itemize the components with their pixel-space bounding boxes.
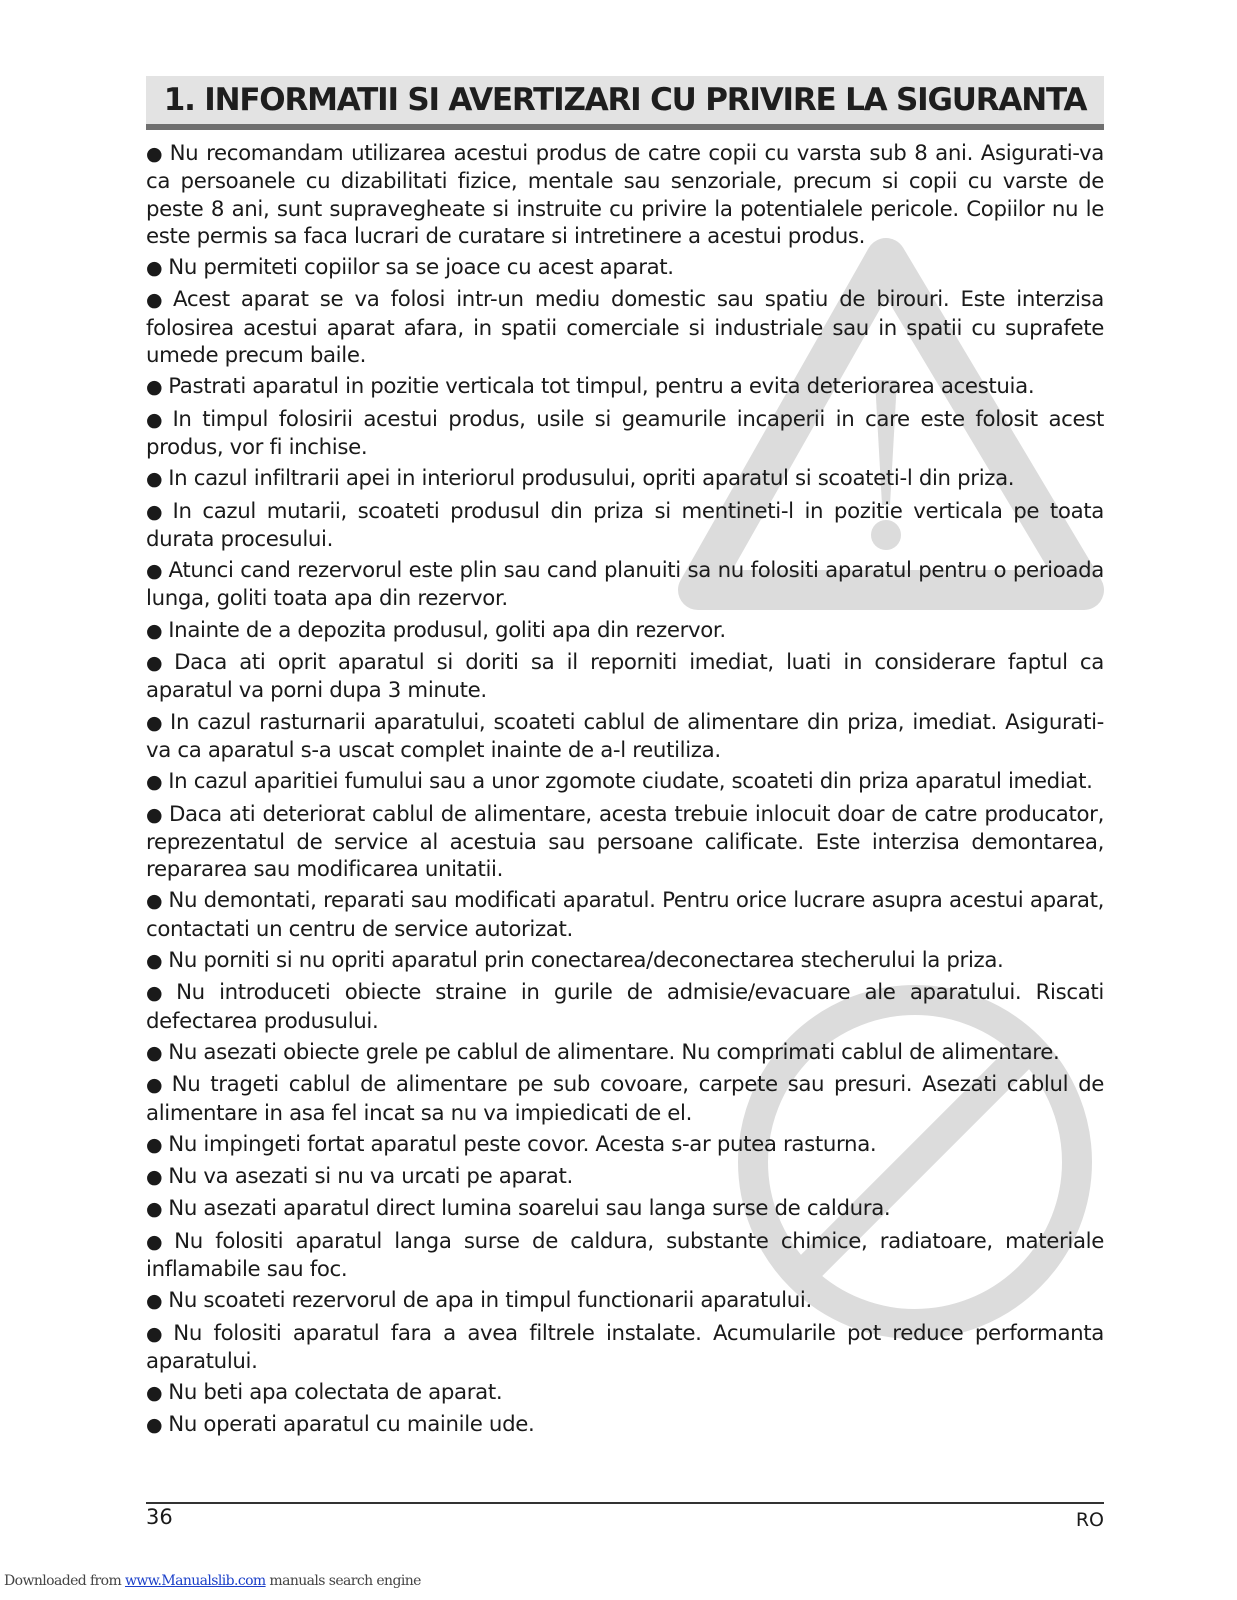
- list-item: [146, 498, 1104, 554]
- bullet-icon: ●: [146, 1290, 163, 1313]
- bullet-icon: ●: [146, 619, 163, 642]
- item-text: Atunci cand rezervorul este plin sau cand planuiti sa nu folositi aparatul pentru o perioada lunga, goliti toata apa din rezervor.: [146, 558, 1105, 612]
- download-notice: [4, 1573, 421, 1589]
- download-prefix: Downloaded from: [4, 1573, 125, 1589]
- item-text: In cazul rasturnarii aparatului, scoateti cablul de alimentare din priza, imediat. Asigurati-va ca aparatul s-a uscat complet inainte de a-l reutiliza.: [146, 709, 1104, 763]
- item-text: Nu introduceti obiecte straine in gurile de admisie/evacuare ale aparatului. Riscati defectarea produsului.: [146, 980, 1105, 1034]
- bullet-icon: ●: [146, 982, 171, 1005]
- bullet-icon: ●: [146, 560, 163, 583]
- bullet-icon: ●: [146, 950, 163, 973]
- list-item: [146, 947, 1104, 975]
- list-item: [146, 286, 1104, 369]
- download-suffix: manuals search engine: [265, 1573, 421, 1589]
- list-item: [146, 1320, 1104, 1376]
- item-text: Nu demontati, reparati sau modificati aparatul. Pentru orice lucrare asupra acestui aparat, contactati un centru de service autorizat.: [146, 888, 1104, 942]
- item-text: In timpul folosirii acestui produs, usile si geamurile incaperii in care este folosit acest produs, vor fi inchise.: [146, 406, 1104, 460]
- section-title: 1. INFORMATII SI AVERTIZARI CU PRIVIRE LA SIGURANTA: [163, 82, 1087, 118]
- bullet-icon: ●: [146, 1166, 163, 1189]
- manualslib-link[interactable]: www.Manualslib.com: [125, 1573, 266, 1589]
- item-text: Nu asezati aparatul direct lumina soarelui sau langa surse de caldura.: [168, 1196, 891, 1222]
- language-code: RO: [1075, 1509, 1104, 1531]
- safety-list: [146, 140, 1104, 1440]
- item-text: Nu va asezati si nu va urcati pe aparat.: [168, 1164, 573, 1190]
- list-item: [146, 768, 1104, 796]
- item-text: Nu impingeti fortat aparatul peste covor. Acesta s-ar putea rasturna.: [168, 1131, 877, 1157]
- section-title-band: [146, 76, 1104, 124]
- list-item: [146, 1411, 1104, 1439]
- bullet-icon: ●: [146, 711, 165, 734]
- item-text: In cazul mutarii, scoateti produsul din priza si mentineti-l in pozitie verticala pe toata durata procesului.: [146, 498, 1104, 552]
- list-item: [146, 617, 1104, 645]
- item-text: Nu beti apa colectata de aparat.: [168, 1380, 503, 1406]
- bullet-icon: ●: [146, 771, 163, 794]
- page-number: 36: [146, 1505, 173, 1529]
- title-underline: [146, 124, 1104, 130]
- bullet-icon: ●: [146, 1230, 169, 1253]
- item-text: Acest aparat se va folosi intr-un mediu domestic sau spatiu de birouri. Este interzisa folosirea acestui aparat afara, in spatii comerciale si industriale sau in spatii cu suprafete umede precum baile.: [146, 287, 1104, 369]
- item-text: Nu scoateti rezervorul de apa in timpul functionarii aparatului.: [168, 1288, 812, 1314]
- list-item: [146, 254, 1104, 282]
- item-text: Nu asezati obiecte grele pe cablul de alimentare. Nu comprimati cablul de alimentare.: [168, 1039, 1060, 1065]
- bullet-icon: ●: [146, 1074, 166, 1097]
- item-text: Nu folositi aparatul fara a avea filtrele instalate. Acumularile pot reduce performanta aparatului.: [146, 1320, 1104, 1374]
- bullet-icon: ●: [146, 257, 163, 280]
- list-item: [146, 1071, 1104, 1127]
- list-item: [146, 649, 1104, 705]
- list-item: [146, 406, 1104, 462]
- item-text: Daca ati deteriorat cablul de alimentare, acesta trebuie inlocuit doar de catre producator, reprezentatul de service al acestuia sau persoane calificate. Este interzisa demontarea, repararea sau modificarea unitatii.: [146, 801, 1104, 883]
- bullet-icon: ●: [146, 468, 163, 491]
- item-text: Nu permiteti copiilor sa se joace cu acest aparat.: [168, 255, 674, 281]
- item-text: Inainte de a depozita produsul, goliti apa din rezervor.: [168, 617, 726, 643]
- bullet-icon: ●: [146, 1322, 168, 1345]
- bullet-icon: ●: [146, 803, 163, 826]
- bullet-icon: ●: [146, 143, 164, 165]
- list-item: [146, 1287, 1104, 1315]
- list-item: [146, 557, 1104, 613]
- list-item: [146, 1228, 1104, 1284]
- bullet-icon: ●: [146, 890, 163, 913]
- bullet-icon: ●: [146, 500, 167, 523]
- bullet-icon: ●: [146, 1382, 163, 1405]
- list-item: [146, 709, 1104, 765]
- safety-list-container: [146, 140, 1104, 1444]
- footer-divider: [146, 1502, 1104, 1504]
- list-item: [146, 1163, 1104, 1191]
- list-item: [146, 140, 1104, 250]
- item-text: Pastrati aparatul in pozitie verticala tot timpul, pentru a evita deteriorarea acestuia.: [168, 374, 1035, 400]
- item-text: Nu operati aparatul cu mainile ude.: [168, 1412, 535, 1438]
- item-text: In cazul aparitiei fumului sau a unor zgomote ciudate, scoateti din priza aparatul imediat.: [168, 769, 1093, 795]
- list-item: [146, 1379, 1104, 1407]
- list-item: [146, 979, 1104, 1035]
- list-item: [146, 1131, 1104, 1159]
- item-text: Nu trageti cablul de alimentare pe sub covoare, carpete sau presuri. Asezati cablul de alimentare in asa fel incat sa nu va impiedicati de el.: [146, 1072, 1104, 1126]
- bullet-icon: ●: [146, 376, 163, 399]
- bullet-icon: ●: [146, 289, 168, 312]
- list-item: [146, 373, 1104, 401]
- bullet-icon: ●: [146, 1041, 163, 1064]
- bullet-icon: ●: [146, 408, 167, 431]
- item-text: In cazul infiltrarii apei in interiorul produsului, opriti aparatul si scoateti-l din priza.: [168, 466, 1015, 492]
- list-item: [146, 1195, 1104, 1223]
- bullet-icon: ●: [146, 1198, 163, 1221]
- item-text: Daca ati oprit aparatul si doriti sa il reporniti imediat, luati in considerare faptul ca aparatul va porni dupa 3 minute.: [146, 650, 1104, 704]
- list-item: [146, 1039, 1104, 1067]
- bullet-icon: ●: [146, 1414, 163, 1437]
- item-text: Nu porniti si nu opriti aparatul prin conectarea/deconectarea stecherului la priza.: [168, 948, 1004, 974]
- item-text: Nu folositi aparatul langa surse de caldura, substante chimice, radiatoare, materiale inflamabile sau foc.: [146, 1228, 1104, 1282]
- list-item: [146, 801, 1104, 884]
- item-text: Nu recomandam utilizarea acestui produs de catre copii cu varsta sub 8 ani. Asigurati-va ca persoanele cu dizabilitati fizice, mentale sau senzoriale, precum si copii cu varste de peste 8 ani, sunt supravegheate si instruite cu privire la potentialele pericole. Copiilor nu le este permis sa faca lucrari de curatare si intretinere a acestui produs.: [146, 141, 1104, 249]
- bullet-icon: ●: [146, 1133, 163, 1156]
- bullet-icon: ●: [146, 652, 169, 675]
- list-item: [146, 465, 1104, 493]
- list-item: [146, 887, 1104, 943]
